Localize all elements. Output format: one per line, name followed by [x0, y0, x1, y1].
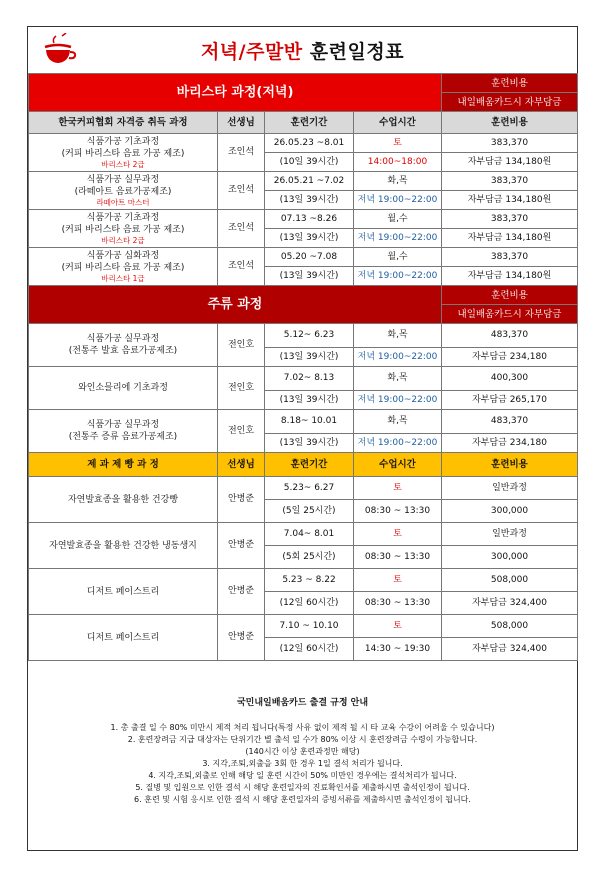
notice-title: 국민내일배움카드 출결 규정 안내	[236, 698, 369, 708]
days-cell: (5일 25시간)	[265, 500, 354, 523]
teacher-cell: 조인석	[218, 248, 265, 286]
time-cell: 08:30 ~ 13:30	[354, 592, 442, 615]
table-row	[29, 615, 578, 638]
days-cell: (10일 39시간)	[265, 153, 354, 172]
fee-cell: 508,000	[442, 569, 578, 592]
period-cell: 05.20 ~7.08	[265, 248, 354, 267]
period-cell: 5.23~ 6.27	[265, 477, 354, 500]
days-cell: (5회 25시간)	[265, 546, 354, 569]
time-cell: 14:00~18:00	[354, 153, 442, 172]
fee-cell: 일반과정	[442, 523, 578, 546]
time-cell: 저녁 19:00~22:00	[354, 391, 442, 410]
day-cell: 월,수	[354, 248, 442, 267]
table-row	[29, 172, 578, 191]
days-cell: (13일 39시간)	[265, 391, 354, 410]
course-cell: 식품가공 심화과정 (커피 바리스타 음료 가공 제조) 바리스타 1급	[29, 248, 218, 286]
notice-line: 3. 지각,조퇴,외출을 3회 한 경우 1일 결석 처리가 됩니다.	[202, 759, 403, 768]
days-cell: (13일 39시간)	[265, 267, 354, 286]
liquor-section-title: 주류 과정	[29, 286, 442, 324]
notice-line: 4. 지각,조퇴,외출로 인해 해당 일 훈련 시간이 50% 미만인 경우에는 결석처리가 됩니다.	[148, 771, 457, 780]
barista-section-title: 바리스타 과정(저녁)	[29, 74, 442, 112]
table-row	[29, 210, 578, 229]
header	[28, 27, 577, 73]
bakery-col-fee: 훈련비용	[442, 453, 578, 477]
notice-line: 6. 훈련 및 시험 응시로 인한 결석 시 해당 훈련일자의 증빙서류를 제출하시면 출석인정이 됩니다.	[134, 795, 471, 804]
barista-fee-sub: 내일배움카드시 자부담금	[442, 93, 578, 112]
table-row	[29, 477, 578, 500]
table-row	[29, 324, 578, 348]
period-cell: 26.05.21 ~7.02	[265, 172, 354, 191]
days-cell: (13일 39시간)	[265, 348, 354, 367]
fee-cell: 일반과정	[442, 477, 578, 500]
barista-col-time: 수업시간	[354, 112, 442, 134]
teacher-cell: 조인석	[218, 210, 265, 248]
bakery-col-period: 훈련기간	[265, 453, 354, 477]
fee-cell: 383,370	[442, 134, 578, 153]
page-title: 저녁/주말반 훈련일정표	[200, 41, 405, 63]
days-cell: (13일 39시간)	[265, 191, 354, 210]
fee-cell: 400,300	[442, 367, 578, 391]
fee-cell: 383,370	[442, 248, 578, 267]
time-cell: 14:30 ~ 19:30	[354, 638, 442, 661]
copay-cell: 자부담금 234,180	[442, 434, 578, 453]
fee-cell: 483,370	[442, 324, 578, 348]
day-cell: 화,목	[354, 324, 442, 348]
barista-col-course: 한국커피협회 자격증 취득 과정	[29, 112, 218, 134]
copay-cell: 300,000	[442, 500, 578, 523]
day-cell: 화,목	[354, 367, 442, 391]
teacher-cell: 안병준	[218, 615, 265, 661]
copay-cell: 자부담금 265,170	[442, 391, 578, 410]
period-cell: 5.12~ 6.23	[265, 324, 354, 348]
table-row	[29, 523, 578, 546]
fee-cell: 383,370	[442, 210, 578, 229]
bakery-col-teacher: 선생님	[218, 453, 265, 477]
barista-fee-label: 훈련비용	[442, 74, 578, 93]
notice-line: 5. 질병 및 입원으로 인한 결석 시 해당 훈련일자의 진료확인서를 제출하시면 출석인정이 됩니다.	[135, 783, 470, 792]
time-cell: 저녁 19:00~22:00	[354, 229, 442, 248]
copay-cell: 자부담금 134,180원	[442, 267, 578, 286]
course-cell: 디저트 페이스트리	[29, 569, 218, 615]
teacher-cell: 전인호	[218, 410, 265, 453]
teacher-cell: 안병준	[218, 569, 265, 615]
day-cell: 화,목	[354, 172, 442, 191]
copay-cell: 자부담금 234,180	[442, 348, 578, 367]
copay-cell: 300,000	[442, 546, 578, 569]
period-cell: 5.23 ~ 8.22	[265, 569, 354, 592]
bakery-col-course: 제 과 제 빵 과 정	[29, 453, 218, 477]
copay-cell: 자부담금 134,180원	[442, 153, 578, 172]
day-cell: 토	[354, 615, 442, 638]
time-cell: 저녁 19:00~22:00	[354, 267, 442, 286]
course-cell: 자연발효종을 활용한 건강한 냉동생지	[29, 523, 218, 569]
teacher-cell: 전인호	[218, 367, 265, 410]
days-cell: (13일 39시간)	[265, 229, 354, 248]
schedule-table	[28, 73, 578, 661]
period-cell: 26.05.23 ~8.01	[265, 134, 354, 153]
liquor-fee-sub: 내일배움카드시 자부담금	[442, 305, 578, 324]
day-cell: 토	[354, 477, 442, 500]
schedule-page	[27, 26, 578, 851]
notice-line: 2. 훈련장려금 지급 대상자는 단위기간 별 출석 일 수가 80% 이상 시 훈련장려금 수령이 가능합니다.	[127, 735, 478, 744]
day-cell: 화,목	[354, 410, 442, 434]
copay-cell: 자부담금 324,400	[442, 638, 578, 661]
time-cell: 저녁 19:00~22:00	[354, 191, 442, 210]
days-cell: (12일 60시간)	[265, 638, 354, 661]
attendance-notice	[28, 695, 577, 806]
table-row	[29, 410, 578, 434]
table-row	[29, 134, 578, 153]
days-cell: (13일 39시간)	[265, 434, 354, 453]
time-cell: 08:30 ~ 13:30	[354, 546, 442, 569]
time-cell: 저녁 19:00~22:00	[354, 348, 442, 367]
copay-cell: 자부담금 324,400	[442, 592, 578, 615]
barista-col-fee: 훈련비용	[442, 112, 578, 134]
fee-cell: 383,370	[442, 172, 578, 191]
course-cell: 식품가공 실무과정 (라떼아트 음료가공제조) 라떼아트 마스터	[29, 172, 218, 210]
day-cell: 월,수	[354, 210, 442, 229]
table-row	[29, 248, 578, 267]
barista-col-period: 훈련기간	[265, 112, 354, 134]
teacher-cell: 조인석	[218, 134, 265, 172]
copay-cell: 자부담금 134,180원	[442, 229, 578, 248]
day-cell: 토	[354, 523, 442, 546]
course-cell: 식품가공 실무과정 (전통주 증류 음료가공제조)	[29, 410, 218, 453]
copay-cell: 자부담금 134,180원	[442, 191, 578, 210]
course-cell: 식품가공 기초과정 (커피 바리스타 음료 가공 제조) 바리스타 2급	[29, 134, 218, 172]
teacher-cell: 안병준	[218, 523, 265, 569]
course-cell: 식품가공 기초과정 (커피 바리스타 음료 가공 제조) 바리스타 2급	[29, 210, 218, 248]
fee-cell: 483,370	[442, 410, 578, 434]
teacher-cell: 안병준	[218, 477, 265, 523]
course-cell: 디저트 페이스트리	[29, 615, 218, 661]
teacher-cell: 조인석	[218, 172, 265, 210]
notice-line: 1. 총 출결 일 수 80% 미만시 제적 처리 됩니다(특정 사유 없이 제적 될 시 타 교육 수강이 어려울 수 있습니다)	[110, 723, 495, 732]
time-cell: 저녁 19:00~22:00	[354, 434, 442, 453]
period-cell: 7.02~ 8.13	[265, 367, 354, 391]
fee-cell: 508,000	[442, 615, 578, 638]
bakery-col-time: 수업시간	[354, 453, 442, 477]
course-cell: 식품가공 실무과정 (전통주 발효 음료가공제조)	[29, 324, 218, 367]
teacher-cell: 전인호	[218, 324, 265, 367]
course-cell: 와인소믈리에 기초과정	[29, 367, 218, 410]
day-cell: 토	[354, 134, 442, 153]
table-row	[29, 367, 578, 391]
liquor-fee-label: 훈련비용	[442, 286, 578, 305]
period-cell: 7.04~ 8.01	[265, 523, 354, 546]
notice-line: (140시간 이상 훈련과정만 해당)	[245, 747, 360, 756]
day-cell: 토	[354, 569, 442, 592]
period-cell: 7.10 ~ 10.10	[265, 615, 354, 638]
period-cell: 8.18~ 10.01	[265, 410, 354, 434]
course-cell: 자연발효종을 활용한 건강빵	[29, 477, 218, 523]
barista-col-teacher: 선생님	[218, 112, 265, 134]
time-cell: 08:30 ~ 13:30	[354, 500, 442, 523]
period-cell: 07.13 ~8.26	[265, 210, 354, 229]
days-cell: (12일 60시간)	[265, 592, 354, 615]
table-row	[29, 569, 578, 592]
